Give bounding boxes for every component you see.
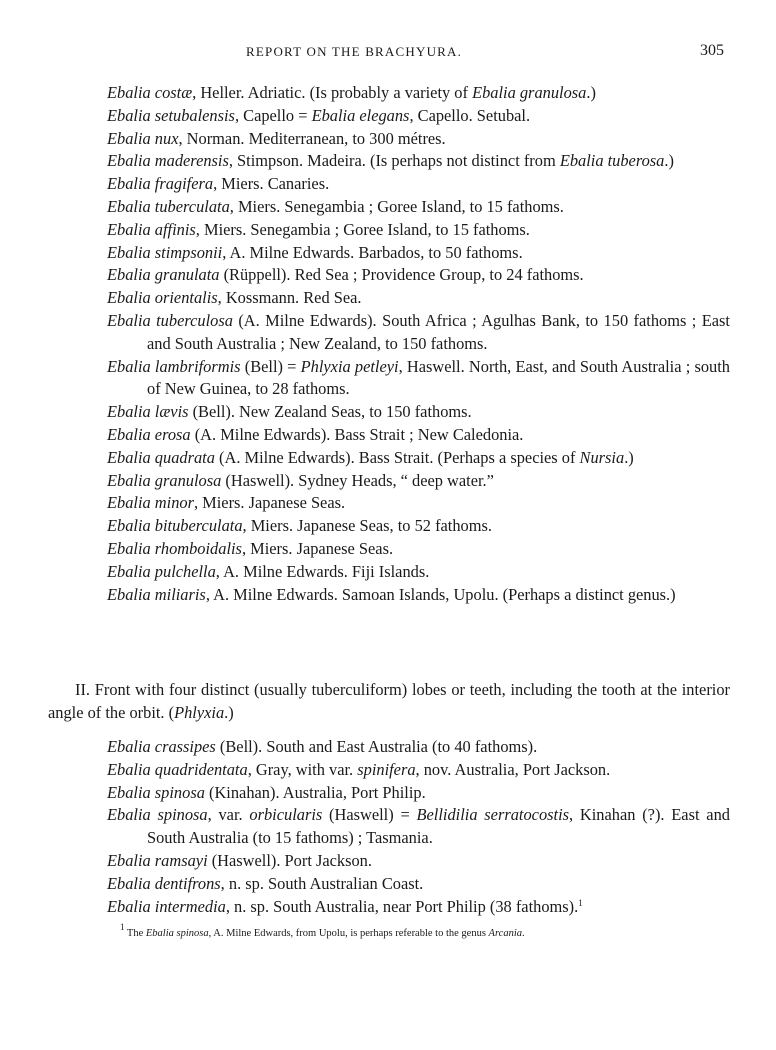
species-name-2: Nursia [579,447,625,467]
list-item [0,173,776,196]
species-name: Ebalia maderensis [107,151,229,171]
species-name: Ebalia granulosa [107,470,222,490]
entry-text-2: , Capello. Setubal. [409,105,531,125]
entry-text: , n. sp. South Australia, near Port Philip (38 fathoms). [225,896,579,916]
species-list-2 [0,736,776,918]
footnote-text-3: . [522,928,525,939]
species-name: Ebalia pulchella [107,561,216,581]
variety-name: spinifera [357,759,416,779]
footnote [0,922,776,939]
species-name-2: Ebalia tuberosa [559,151,665,171]
list-item [0,287,776,310]
species-name: Ebalia miliaris [107,584,206,604]
entry-text: , Norman. Mediterranean, to 300 métres. [178,128,446,148]
entry-text: (A. Milne Edwards). South Africa ; Agulhas Bank, to 150 fathoms ; East and South Australia ; New Zealand, to 150 fathoms. [147,310,730,353]
entry-text-2: .) [664,151,674,171]
entry-text: , Gray, with var. [247,759,358,779]
list-item [0,896,776,919]
entry-text-3: , Kinahan (?). East and South Australia (to 15 fathoms) ; Tasmania. [147,805,730,848]
entry-text: , Miers. Japanese Seas. [241,538,394,558]
list-item [0,424,776,447]
entry-text: , Miers. Senegambia ; Goree Island, to 15 fathoms. [229,196,564,216]
section-heading [0,678,776,724]
entry-text-2: , Haswell. North, East, and South Australia ; south of New Guinea, to 28 fathoms. [147,356,730,399]
species-name: Ebalia orientalis [107,288,218,308]
species-name-2: Ebalia granulosa [472,83,587,102]
list-item [0,242,776,265]
species-name: Ebalia spinosa [107,805,208,825]
footnote-number: 1 [120,922,125,932]
species-name: Ebalia affinis [107,219,196,239]
footnote-species: Ebalia spinosa [145,928,209,939]
list-item [0,356,776,402]
species-name: Ebalia rhomboidalis [107,538,242,558]
footnote-genus: Arcania [488,928,522,939]
entry-text: , var. [207,805,250,825]
list-item [0,561,776,584]
species-name-2: Ebalia elegans [311,105,410,125]
list-item [0,873,776,896]
entry-text: (Rüppell). Red Sea ; Providence Group, to 24 fathoms. [219,265,584,285]
entry-text-2: .) [586,83,596,102]
page-number: 305 [700,42,724,59]
entry-text: (A. Milne Edwards). Bass Strait ; New Caledonia. [190,424,524,444]
list-item [0,105,776,128]
list-item [0,82,776,105]
entry-text: (Haswell). Port Jackson. [207,850,372,870]
footnote-text: The [124,928,146,939]
list-item [0,470,776,493]
list-item [0,128,776,151]
entry-text: , Heller. Adriatic. (Is probably a variety of [192,83,473,102]
species-name: Ebalia minor [107,493,194,513]
entry-text: (A. Milne Edwards). Bass Strait. (Perhaps a species of [214,447,580,467]
species-name: Ebalia intermedia [107,896,226,916]
entry-text-2: .) [624,447,634,467]
list-item [0,850,776,873]
entry-text: (Bell). South and East Australia (to 40 fathoms). [215,737,538,756]
entry-text: (Bell). New Zealand Seas, to 150 fathoms. [188,402,472,422]
entry-text: , A. Milne Edwards. Samoan Islands, Upolu. (Perhaps a distinct genus.) [205,584,676,604]
species-name: Ebalia crassipes [107,737,216,756]
list-item [0,219,776,242]
species-name: Ebalia quadridentata [107,759,248,779]
list-item [0,584,776,607]
entry-text: , n. sp. South Australian Coast. [220,873,424,893]
entry-text: , A. Milne Edwards. Barbados, to 50 fathoms. [222,242,523,262]
list-item [0,782,776,805]
entry-text: , Kossmann. Red Sea. [217,288,362,308]
list-item [0,196,776,219]
list-item [0,310,776,356]
species-list-1 [0,82,776,606]
entry-text: , Miers. Senegambia ; Goree Island, to 15 fathoms. [195,219,530,239]
section-close: .) [224,703,234,722]
list-item [0,447,776,470]
species-name: Ebalia granulata [107,265,220,285]
species-name: Ebalia spinosa [107,782,205,802]
entry-text-2: (Haswell) = [322,805,417,825]
entry-text: (Haswell). Sydney Heads, “ deep water.” [221,470,494,490]
entry-text: , Miers. Japanese Seas, to 52 fathoms. [242,516,492,536]
section-text: II. Front with four distinct (usually tuberculiform) lobes or teeth, including the tooth at the interior angle of the orbit. ( [48,680,730,722]
entry-text: , Miers. Canaries. [213,174,330,194]
list-item [0,150,776,173]
species-name: Ebalia erosa [107,424,191,444]
list-item [0,538,776,561]
species-name-2: Phlyxia petleyi [300,356,399,376]
species-name: Ebalia dentifrons [107,873,221,893]
synonym-name: Bellidilia serratocostis [416,805,569,825]
running-title: REPORT ON THE BRACHYURA. [246,44,463,59]
list-item [0,759,776,782]
list-item [0,492,776,515]
species-name: Ebalia costæ [107,83,193,102]
list-item [0,515,776,538]
list-item [0,401,776,424]
entry-text: , Capello = [234,105,312,125]
genus-name: Phlyxia [174,703,225,722]
species-name: Ebalia nux [107,128,179,148]
footnote-text-2: , A. Milne Edwards, from Upolu, is perhaps referable to the genus [208,928,489,939]
list-item [0,264,776,287]
entry-text: , A. Milne Edwards. Fiji Islands. [215,561,430,581]
list-item [0,736,776,759]
species-name: Ebalia bituberculata [107,516,243,536]
section-ii [0,678,776,724]
species-name: Ebalia quadrata [107,447,215,467]
species-name: Ebalia tuberculosa [107,310,233,330]
entry-text: , Stimpson. Madeira. (Is perhaps not distinct from [228,151,560,171]
page-header [0,44,776,68]
species-name: Ebalia stimpsonii [107,242,223,262]
entry-text: (Kinahan). Australia, Port Philip. [204,782,426,802]
species-name: Ebalia lævis [107,402,189,422]
species-name: Ebalia setubalensis [107,105,235,125]
entry-text: , Miers. Japanese Seas. [193,493,346,513]
entry-text: (Bell) = [240,356,301,376]
species-name: Ebalia tuberculata [107,196,230,216]
species-name: Ebalia fragifera [107,174,214,194]
variety-name: orbicularis [249,805,323,825]
entry-text-2: , nov. Australia, Port Jackson. [415,759,611,779]
footnote-marker: 1 [578,897,583,908]
species-name: Ebalia ramsayi [107,850,208,870]
list-item [0,804,776,850]
species-name: Ebalia lambriformis [107,356,241,376]
